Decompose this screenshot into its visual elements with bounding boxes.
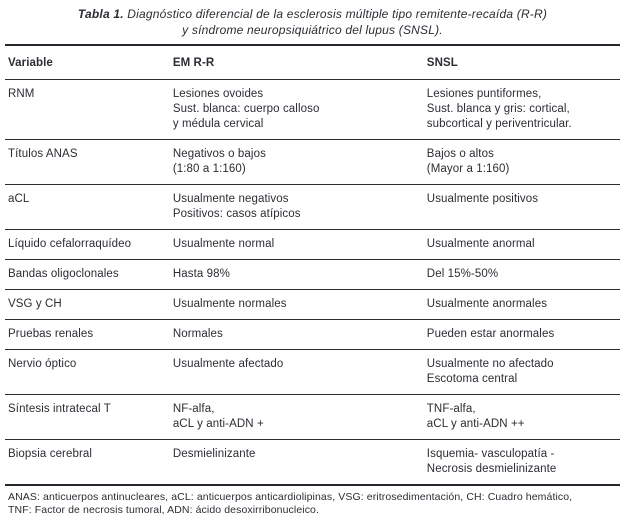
cell-em-rr [170, 290, 424, 320]
cell-snsl [424, 290, 620, 320]
cell-line: aCL y anti-ADN + [172, 418, 264, 430]
cell-line: Sust. blanca y gris: cortical, [426, 103, 570, 115]
cell-em-rr [170, 395, 424, 440]
cell-variable: Títulos ANAS [5, 140, 170, 185]
cell-snsl [424, 230, 620, 260]
table-title-text: Diagnóstico diferencial de la esclerosis múltiple tipo remitente-recaída (R-R) [123, 7, 548, 21]
cell-snsl [424, 350, 620, 395]
cell-variable: Síntesis intratecal T [5, 395, 170, 440]
footnote-line-1: ANAS: anticuerpos antinucleares, aCL: anticuerpos anticardiolipinas, VSG: eritrosedimentación, CH: Cuadro hemático, [8, 491, 573, 503]
cell-snsl [424, 260, 620, 290]
table-body [5, 80, 620, 486]
cell-line: Usualmente anormales [426, 298, 548, 310]
cell-line: Sust. blanca: cuerpo calloso [172, 103, 320, 115]
cell-line: subcortical y periventricular. [426, 118, 572, 130]
cell-line: Escotoma central [426, 373, 518, 385]
cell-em-rr [170, 440, 424, 486]
cell-line: Del 15%-50% [426, 268, 499, 280]
cell-line: Positivos: casos atípicos [172, 208, 301, 220]
cell-line: Hasta 98% [172, 268, 230, 280]
cell-line: TNF-alfa, [426, 403, 476, 415]
diagnostic-table [5, 44, 620, 486]
cell-line: Desmielinizante [172, 448, 256, 460]
table-row [5, 350, 620, 395]
cell-line: y médula cervical [172, 118, 264, 130]
header-snsl: SNSL [424, 45, 620, 80]
table-row [5, 185, 620, 230]
cell-line: Bajos o altos [426, 148, 494, 160]
table-title-line1 [5, 6, 620, 22]
table-title-line2: y síndrome neuropsiquiátrico del lupus (SNSL). [182, 23, 443, 37]
cell-snsl [424, 320, 620, 350]
cell-variable: Bandas oligoclonales [5, 260, 170, 290]
cell-line: Usualmente normal [172, 238, 275, 250]
cell-line: Lesiones puntiformes, [426, 88, 542, 100]
cell-snsl [424, 440, 620, 486]
cell-line: NF-alfa, [172, 403, 215, 415]
cell-variable: Biopsia cerebral [5, 440, 170, 486]
cell-snsl [424, 395, 620, 440]
cell-line: Usualmente positivos [426, 193, 539, 205]
cell-snsl [424, 185, 620, 230]
cell-em-rr [170, 350, 424, 395]
footnote [5, 486, 620, 517]
cell-line: Usualmente anormal [426, 238, 535, 250]
table-row [5, 140, 620, 185]
header-variable: Variable [5, 45, 170, 80]
table-row [5, 290, 620, 320]
cell-em-rr [170, 185, 424, 230]
cell-snsl [424, 80, 620, 140]
footnote-line-2: TNF: Factor de necrosis tumoral, ADN: ácido desoxirribonucleico. [8, 504, 320, 516]
cell-line: Usualmente no afectado [426, 358, 554, 370]
table-title-label: Tabla 1. [77, 7, 124, 21]
table-title [5, 6, 620, 38]
cell-variable: aCL [5, 185, 170, 230]
cell-variable: Líquido cefalorraquídeo [5, 230, 170, 260]
cell-variable: VSG y CH [5, 290, 170, 320]
cell-line: Usualmente negativos [172, 193, 289, 205]
cell-snsl [424, 140, 620, 185]
cell-em-rr [170, 80, 424, 140]
cell-line: Lesiones ovoides [172, 88, 264, 100]
cell-em-rr [170, 230, 424, 260]
cell-line: Usualmente normales [172, 298, 287, 310]
cell-em-rr [170, 260, 424, 290]
cell-line: Necrosis desmielinizante [426, 463, 557, 475]
header-row [5, 45, 620, 80]
table-row [5, 260, 620, 290]
cell-variable: RNM [5, 80, 170, 140]
cell-line: Isquemia- vasculopatía - [426, 448, 555, 460]
table-row [5, 440, 620, 486]
table-row [5, 80, 620, 140]
table-row [5, 320, 620, 350]
cell-variable: Nervio óptico [5, 350, 170, 395]
cell-em-rr [170, 320, 424, 350]
cell-line: (1:80 a 1:160) [172, 163, 246, 175]
table-row [5, 230, 620, 260]
cell-line: Pueden estar anormales [426, 328, 555, 340]
cell-line: aCL y anti-ADN ++ [426, 418, 525, 430]
cell-line: Negativos o bajos [172, 148, 266, 160]
cell-em-rr [170, 140, 424, 185]
cell-line: Normales [172, 328, 223, 340]
table-row [5, 395, 620, 440]
cell-line: Usualmente afectado [172, 358, 284, 370]
cell-line: (Mayor a 1:160) [426, 163, 510, 175]
cell-variable: Pruebas renales [5, 320, 170, 350]
header-em-rr: EM R-R [170, 45, 424, 80]
